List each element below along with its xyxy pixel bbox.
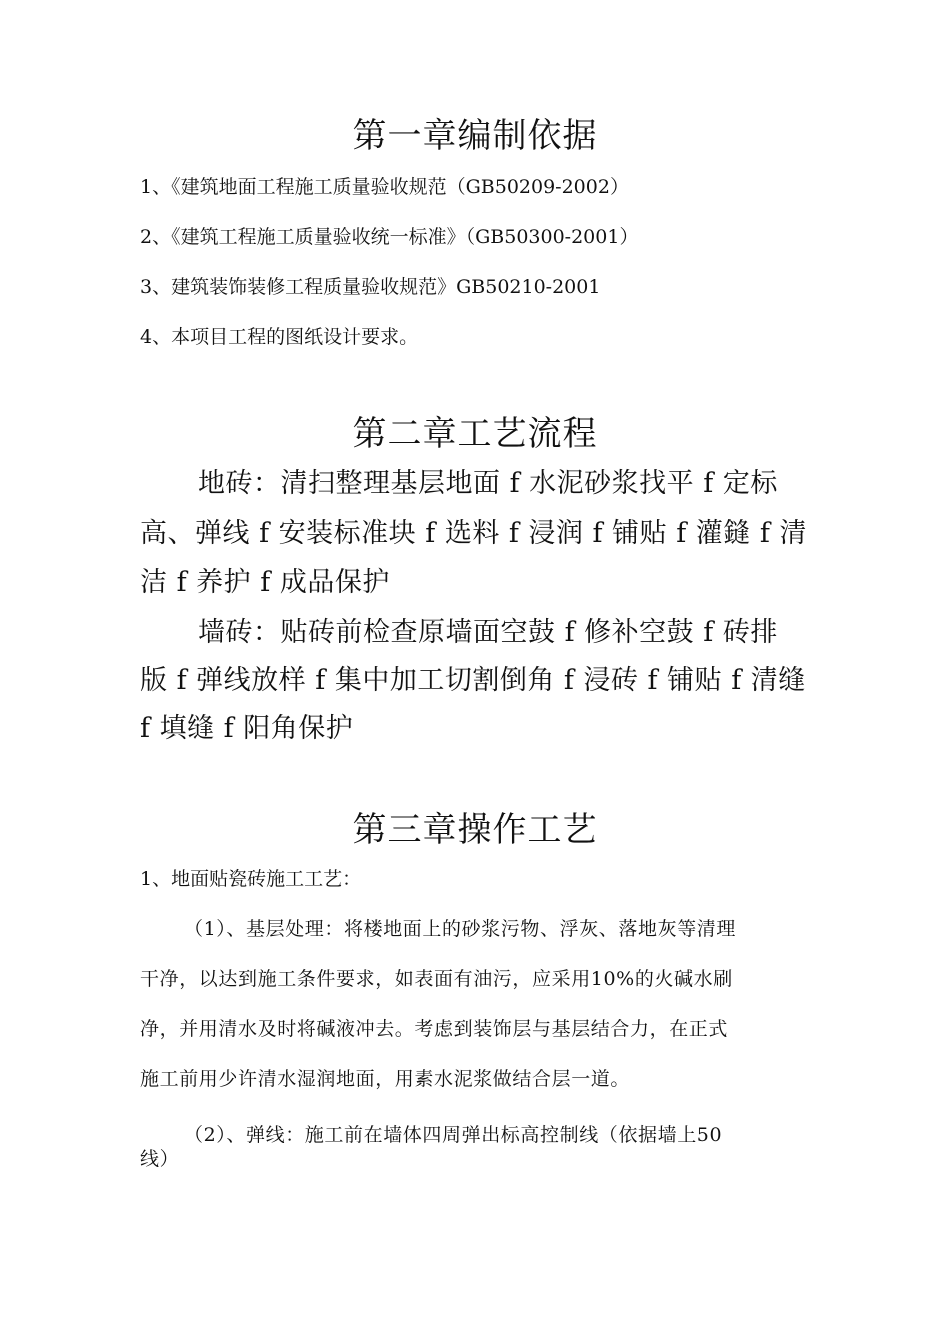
reference-item-3: 3、建筑装饰装修工程质量验收规范》GB50210-2001 <box>140 276 601 298</box>
paragraph-line: 线） <box>140 1148 180 1170</box>
reference-item-4: 4、本项目工程的图纸设计要求。 <box>140 326 419 348</box>
floor-tile-process-line: 洁 f 养护 f 成品保护 <box>140 567 390 598</box>
wall-tile-process-line: 版 f 弹线放样 f 集中加工切割倒角 f 浸砖 f 铺贴 f 清缝 <box>140 665 806 696</box>
reference-item-2: 2、《建筑工程施工质量验收统一标准》（GB50300-2001） <box>140 226 639 248</box>
wall-tile-process-line: 墙砖：贴砖前检查原墙面空鼓 f 修补空鼓 f 砖排 <box>198 617 778 648</box>
paragraph-line: 净，并用清水及时将碱液冲去。考虑到装饰层与基层结合力，在正式 <box>140 1018 729 1040</box>
wall-tile-process-line: f 填缝 f 阳角保护 <box>140 713 354 744</box>
paragraph-line: （1）、基层处理：将楼地面上的砂浆污物、浮灰、落地灰等清理 <box>184 918 736 940</box>
chapter1-title: 第一章编制依据 <box>352 116 598 156</box>
paragraph-line: 干净，以达到施工条件要求，如表面有油污，应采用10%的火碱水刷 <box>140 968 733 990</box>
section-heading: 1、地面贴瓷砖施工工艺： <box>140 868 362 890</box>
floor-tile-process-line: 地砖：清扫整理基层地面 f 水泥砂浆找平 f 定标 <box>198 468 778 499</box>
paragraph-line: （2）、弹线：施工前在墙体四周弹出标高控制线（依据墙上50 <box>184 1124 723 1146</box>
floor-tile-process-line: 高、弹线 f 安装标准块 f 选料 f 浸润 f 铺贴 f 灌鏠 f 清 <box>140 518 807 549</box>
chapter2-title: 第二章工艺流程 <box>352 414 598 454</box>
paragraph-line: 施工前用少许清水湿润地面，用素水泥浆做结合层一道。 <box>140 1068 631 1090</box>
reference-item-1: 1、《建筑地面工程施工质量验收规范（GB50209-2002） <box>140 176 629 198</box>
chapter3-title: 第三章操作工艺 <box>352 810 598 850</box>
